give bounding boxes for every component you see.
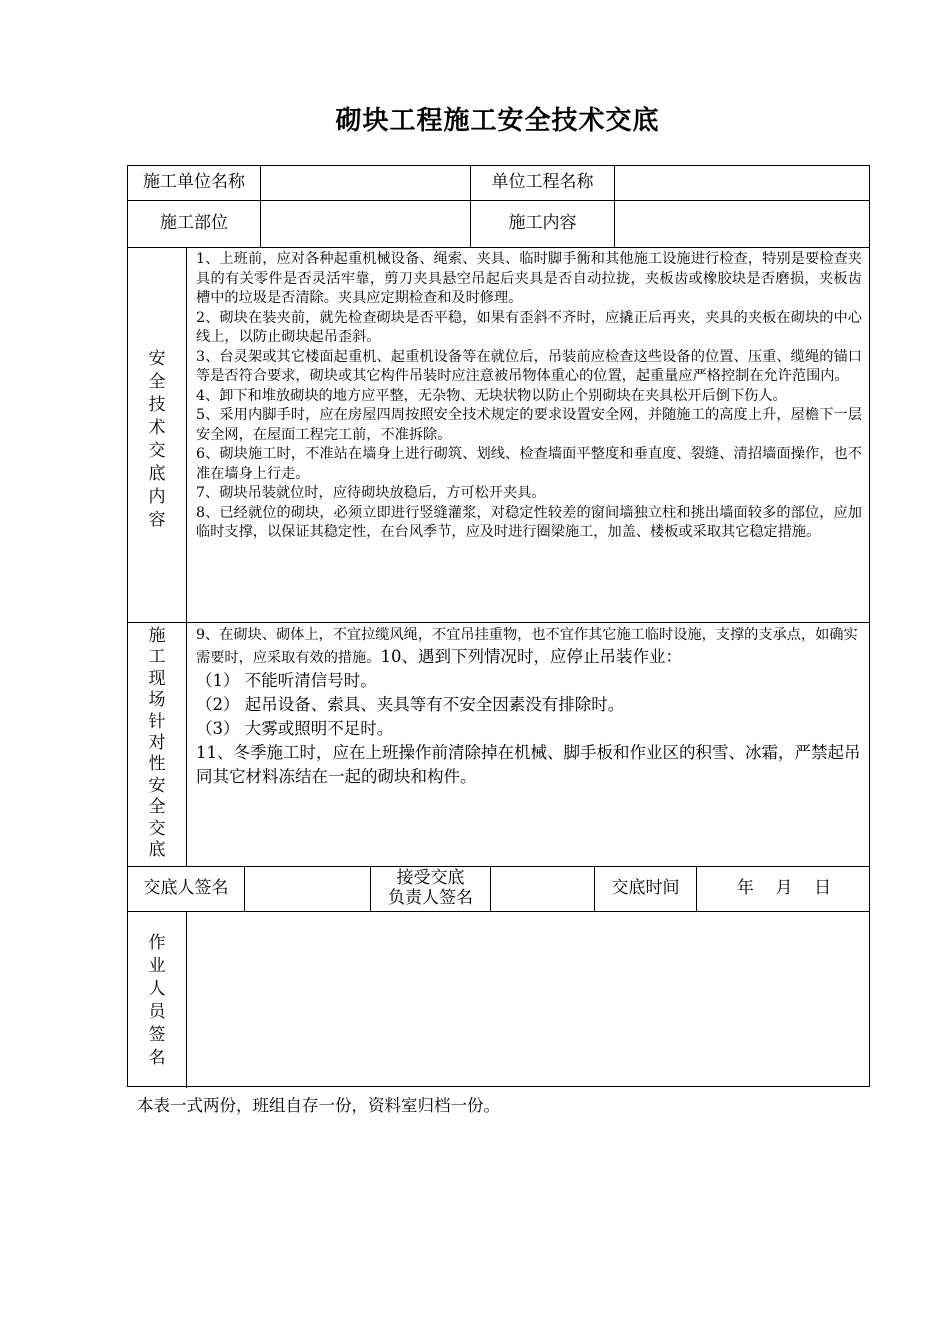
workers-signature-field[interactable] xyxy=(187,912,871,1088)
workers-signature-label: 作 业 人 员 签 名 xyxy=(148,933,166,1068)
disclosure-form xyxy=(127,165,870,1087)
footer-note: 本表一式两份，班组自存一份，资料室归档一份。 xyxy=(137,1096,500,1115)
safety-item: 5、采用内脚手时，应在房屋四周按照安全技术规定的要求设置安全网，并随施工的高度上升，屋檐下一层安全网，在屋面工程完工前，不准拆除。 xyxy=(196,407,862,443)
issuer-signature-label: 交底人签名 xyxy=(143,878,229,899)
site-specific-label: 施 工 现 场 针 对 性 安 全 交 底 xyxy=(148,626,166,861)
site-item-11: 11、冬季施工时，应在上班操作前清除掉在机械、脚手板和作业区的积雪、冰霜，严禁起吊同其它材料冻结在一起的砌块和构件。 xyxy=(196,743,861,786)
site-sub-item: （1） 不能听清信号时。 xyxy=(196,671,377,690)
site-item-10: 10、遇到下列情况时，应停止吊装作业： xyxy=(380,647,682,666)
receiver-signature-field[interactable] xyxy=(491,867,594,911)
site-item-9: 9、在砌块、砌体上，不宜拉缆风绳，不宜吊挂重物，也不宜作其它施工临时设施，支撑的支承点，如确实需要时，应采取有效的措施。 xyxy=(196,627,858,666)
col-divider xyxy=(186,247,187,866)
safety-item: 4、卸下和堆放砌块的地方应平整，无杂物、无块状物以防止个别砌块在夹具松开后倒下伤人。 xyxy=(196,387,787,404)
unit-name-label: 施工单位名称 xyxy=(143,172,245,193)
project-name-label: 单位工程名称 xyxy=(491,172,594,193)
safety-item: 7、砌块吊装就位时，应待砌块放稳后，方可松开夹具。 xyxy=(196,485,546,501)
construction-content-label: 施工内容 xyxy=(508,213,577,234)
project-name-field[interactable] xyxy=(615,166,871,200)
site-sub-item: （2） 起吊设备、索具、夹具等有不安全因素没有排除时。 xyxy=(196,695,625,714)
safety-item: 8、已经就位的砌块，必须立即进行竖缝灌浆，对稳定性较差的窗间墙独立柱和挑出墙面较多的部位，应加临时支撑，以保证其稳定性，在台风季节，应及时进行圈梁施工，加盖、楼板或采取其它稳定措施。 xyxy=(196,504,862,540)
safety-item: 1、上班前，应对各种起重机械设备、绳索、夹具、临时脚手衕和其他施工设施进行检查，特别是要检查夹具的有关零件是否灵活牢靠，剪刀夹具悬空吊起后夹具是否自动拉拢，夹板齿或橡胶块是否磨损，夹板齿槽中的垃圾是否清除。夹具应定期检查和及时修理。 xyxy=(196,251,862,306)
safety-item: 3、台灵架或其它楼面起重机、起重机设备等在就位后，吊装前应检查这些设备的位置、压重、缆绳的锚口等是否符合要求，砌块或其它构件吊装时应注意被吊物体重心的位置，起重量应严格控制在允许范围内。 xyxy=(196,348,862,384)
receiver-label-line: 接受交底 xyxy=(396,868,465,889)
construction-part-label: 施工部位 xyxy=(160,213,228,234)
site-specific-text xyxy=(196,623,862,789)
safety-item: 6、砌块施工时，不准站在墙身上进行砌筑、划线、检查墙面平整度和垂直度、裂缝、清招墙面操作，也不准在墙身上行走。 xyxy=(196,446,862,482)
row-divider xyxy=(128,247,869,248)
disclosure-time-field[interactable]: 年 月 日 xyxy=(736,878,832,899)
issuer-signature-field[interactable] xyxy=(245,867,370,911)
receiver-signature-label xyxy=(371,867,490,911)
construction-part-field[interactable] xyxy=(261,201,470,247)
receiver-label-line: 负责人签名 xyxy=(388,888,473,908)
safety-content-text xyxy=(196,250,862,543)
document-title: 砌块工程施工安全技术交底 xyxy=(335,106,660,136)
site-sub-item: （3） 大雾或照明不足时。 xyxy=(196,719,394,738)
unit-name-field[interactable] xyxy=(261,166,470,200)
safety-item: 2、砌块在装夹前，就先检查砌块是否平稳，如果有歪斜不齐时，应撬正后再夹，夹具的夹板在砌块的中心线上，以防止砌块起吊歪斜。 xyxy=(196,309,862,345)
disclosure-time-label: 交底时间 xyxy=(611,878,680,899)
safety-content-label: 安 全 技 术 交 底 内 容 xyxy=(148,349,166,530)
construction-content-field[interactable] xyxy=(615,201,871,247)
